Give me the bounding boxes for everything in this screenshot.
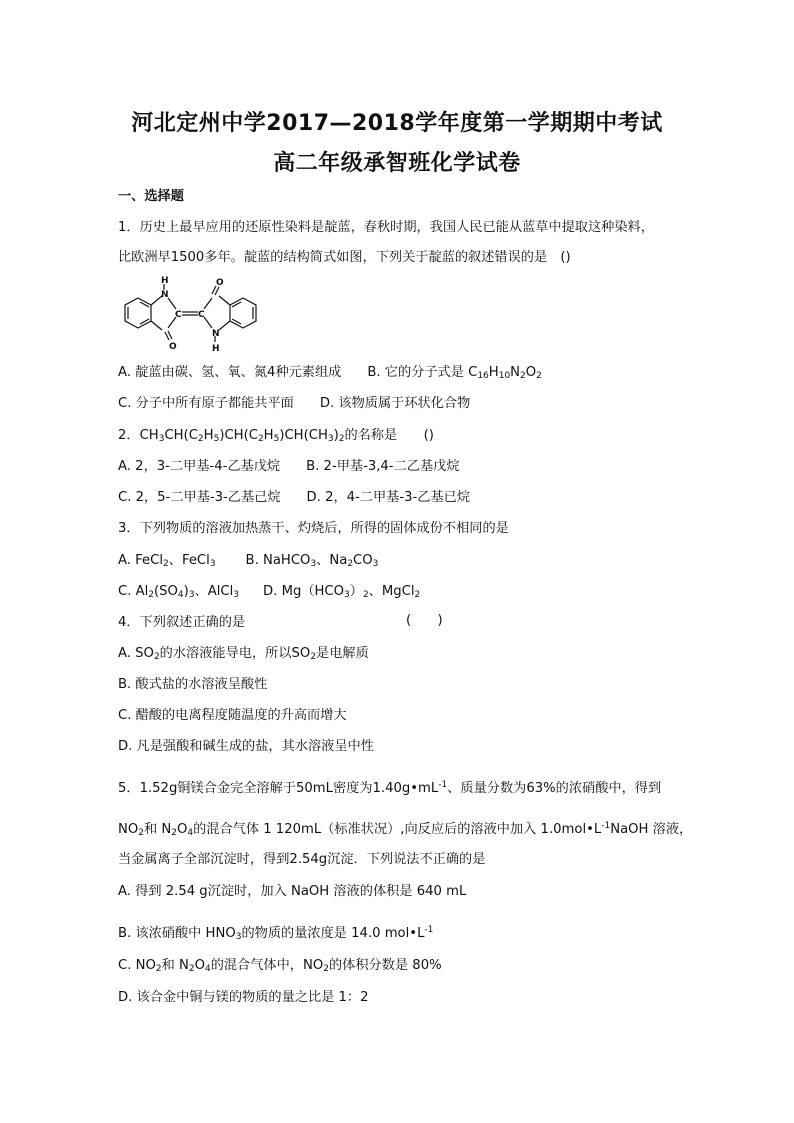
struct-label-h-top: H bbox=[161, 276, 169, 286]
q5-option-b: B. 该浓硝酸中 $HNO_3$的物质的量浓度是 14.0 $mol•L^{-1}$ bbox=[118, 925, 434, 942]
q3-option-a: A. FeCl$_2$、FeCl$_3$ bbox=[118, 553, 216, 569]
exam-title-line1: 河北定州中学2017—2018学年度第一学期期中考试 bbox=[131, 111, 663, 136]
q3-option-b: B. NaHCO$_3$、$Na_2CO_3$ bbox=[245, 553, 379, 569]
q2-option-a: A. 2，3-二甲基-4-乙基戊烷 bbox=[118, 459, 281, 474]
q1-options-row1 bbox=[118, 364, 542, 385]
q1-stem-line2: 比欧洲早1500多年。靛蓝的结构简式如图，下列关于靛蓝的叙述错误的是 () bbox=[118, 250, 571, 265]
q2-option-c: C. 2，5-二甲基-3-乙基己烷 bbox=[118, 490, 281, 505]
q4-stem: 4．下列叙述正确的是 bbox=[118, 615, 246, 630]
q2-stem: 2．$CH_3CH(C_2H_5)CH(C_2H_5)CH(CH_3)_2$的名称是 () bbox=[118, 428, 434, 444]
q2-options-row2 bbox=[118, 489, 470, 507]
struct-label-o-top: O bbox=[216, 278, 224, 288]
q4-option-a: A. $SO_2$的水溶液能导电，所以$SO_2$是电解质 bbox=[118, 646, 369, 662]
struct-label-c-right: C bbox=[198, 310, 205, 320]
q3-options-row2 bbox=[118, 583, 420, 604]
q4-option-d: D. 凡是强酸和碱生成的盐，其水溶液呈中性 bbox=[118, 739, 374, 754]
q4-option-b: B. 酸式盐的水溶液呈酸性 bbox=[118, 677, 268, 692]
section-heading: 一、选择题 bbox=[118, 189, 184, 204]
struct-label-n-bottom: N bbox=[212, 329, 220, 339]
q2-option-d: D. 2，4-二甲基-3-乙基已烷 bbox=[306, 490, 471, 505]
q5-option-a: A. 得到 2.54 g沉淀时，加入 NaOH 溶液的体积是 640 mL bbox=[118, 884, 467, 899]
struct-label-c-left: C bbox=[175, 310, 182, 320]
q1-option-d: D. 该物质属于环状化合物 bbox=[319, 396, 471, 411]
q4-answer-paren: ( ) bbox=[406, 613, 443, 628]
exam-title-line2: 高二年级承智班化学试卷 bbox=[273, 151, 521, 176]
indigo-structure-diagram bbox=[118, 276, 268, 356]
q5-stem-line3: 当金属离子全部沉淀时，得到2.54g沉淀．下列说法不正确的是 bbox=[118, 852, 486, 867]
q3-option-c: C. $Al_2(SO_4)_3$、AlCl$_3$ bbox=[118, 584, 240, 600]
q3-stem: 3．下列物质的溶液加热蒸干、灼烧后，所得的固体成份不相同的是 bbox=[118, 521, 509, 536]
q2-options-row1 bbox=[118, 458, 460, 476]
q1-stem-line1: 1．历史上最早应用的还原性染料是靛蓝，春秋时期，我国人民已能从蓝草中提取这种染料， bbox=[118, 220, 654, 235]
q2-option-b: B. 2-甲基-3,4-二乙基戊烷 bbox=[306, 459, 460, 474]
q1-option-a: A. 靛蓝由碳、氢、氧、氮4种元素组成 bbox=[118, 365, 342, 380]
q1-options-row2 bbox=[118, 395, 470, 413]
q3-options-row1 bbox=[118, 552, 378, 573]
q5-stem-line2: $NO_2$和 $N_2O_4$的混合气体 1 120mL（标准状况）,向反应后的溶液中加入 $1.0mol•L^{-1}NaOH$ 溶液， bbox=[118, 821, 693, 838]
q5-stem-line1: 5．1.52g铜镁合金完全溶解于50mL密度为$1.40g•mL^{-1}$、质量分数为63%的浓硝酸中，得到 bbox=[118, 780, 662, 796]
struct-label-h-bottom: H bbox=[212, 344, 220, 354]
q3-option-d: D. $Mg(HCO_3)_2$、MgCl$_2$ bbox=[263, 584, 421, 600]
q1-option-b: B. 它的分子式是 $C_{16}H_{10}N_2O_2$ bbox=[367, 365, 542, 381]
q5-option-c: C. $NO_2$和 $N_2O_4$的混合气体中，$NO_2$的体积分数是 80% bbox=[118, 958, 442, 974]
struct-label-n-top: N bbox=[161, 290, 169, 300]
q5-option-d: D. 该合金中铜与镁的物质的量之比是 1：2 bbox=[118, 990, 369, 1005]
q4-option-c: C. 醋酸的电离程度随温度的升高而增大 bbox=[118, 708, 347, 723]
q1-option-c: C. 分子中所有原子都能共平面 bbox=[118, 396, 294, 411]
struct-label-o-bottom: O bbox=[169, 342, 177, 352]
